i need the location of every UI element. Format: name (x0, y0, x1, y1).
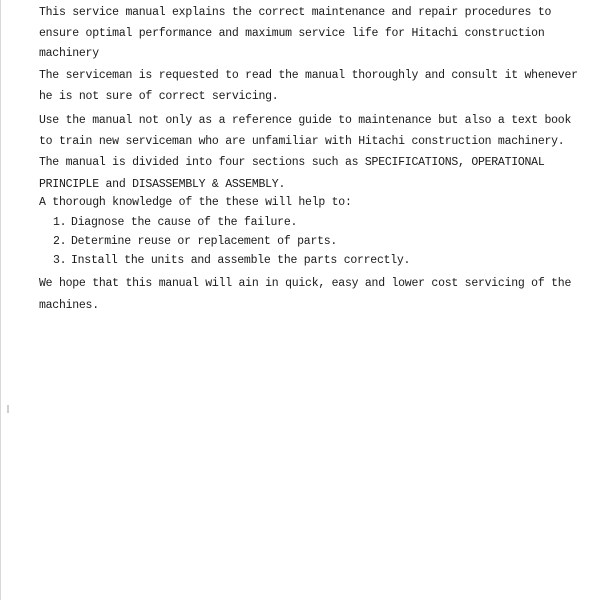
paragraph-line: We hope that this manual will ain in quick, easy and lower cost servicing of the (39, 277, 572, 290)
paragraph-line: The serviceman is requested to read the manual thoroughly and consult it whenever (39, 69, 578, 82)
list-item-text: Diagnose the cause of the failure. (71, 216, 298, 229)
paragraph-line: ensure optimal performance and maximum service life for Hitachi construction (39, 26, 545, 40)
list-item-text: Install the units and assemble the parts correctly. (71, 254, 411, 267)
list-item-number: 1. (53, 216, 67, 229)
paragraph-line: to train new serviceman who are unfamiliar with Hitachi construction machinery. (39, 134, 565, 148)
paragraph-line: The manual is divided into four sections such as SPECIFICATIONS, OPERATIONAL (39, 156, 545, 169)
list-item (53, 213, 297, 233)
paragraph-line: PRINCIPLE and DISASSEMBLY & ASSEMBLY. (39, 177, 286, 191)
list-item (53, 251, 410, 271)
usage-paragraph (39, 111, 572, 152)
intro-paragraph (39, 3, 559, 65)
paragraph-line: Use the manual not only as a reference guide to maintenance but also a text book (39, 114, 572, 127)
paragraph-line: machinery (39, 47, 99, 60)
paragraph-line: A thorough knowledge of the these will help to: (39, 195, 352, 209)
serviceman-paragraph (39, 66, 578, 107)
closing-paragraph (39, 274, 572, 317)
list-item-number: 3. (53, 254, 67, 267)
paragraph-line: machines. (39, 299, 99, 312)
sections-paragraph (39, 153, 559, 212)
list-item-number: 2. (53, 235, 67, 248)
scan-edge-mark (7, 405, 9, 413)
paragraph-line: This service manual explains the correct maintenance and repair procedures to (39, 6, 552, 19)
paragraph-line: he is not sure of correct servicing. (39, 89, 279, 103)
list-item (53, 232, 337, 252)
list-item-text: Determine reuse or replacement of parts. (71, 235, 338, 248)
